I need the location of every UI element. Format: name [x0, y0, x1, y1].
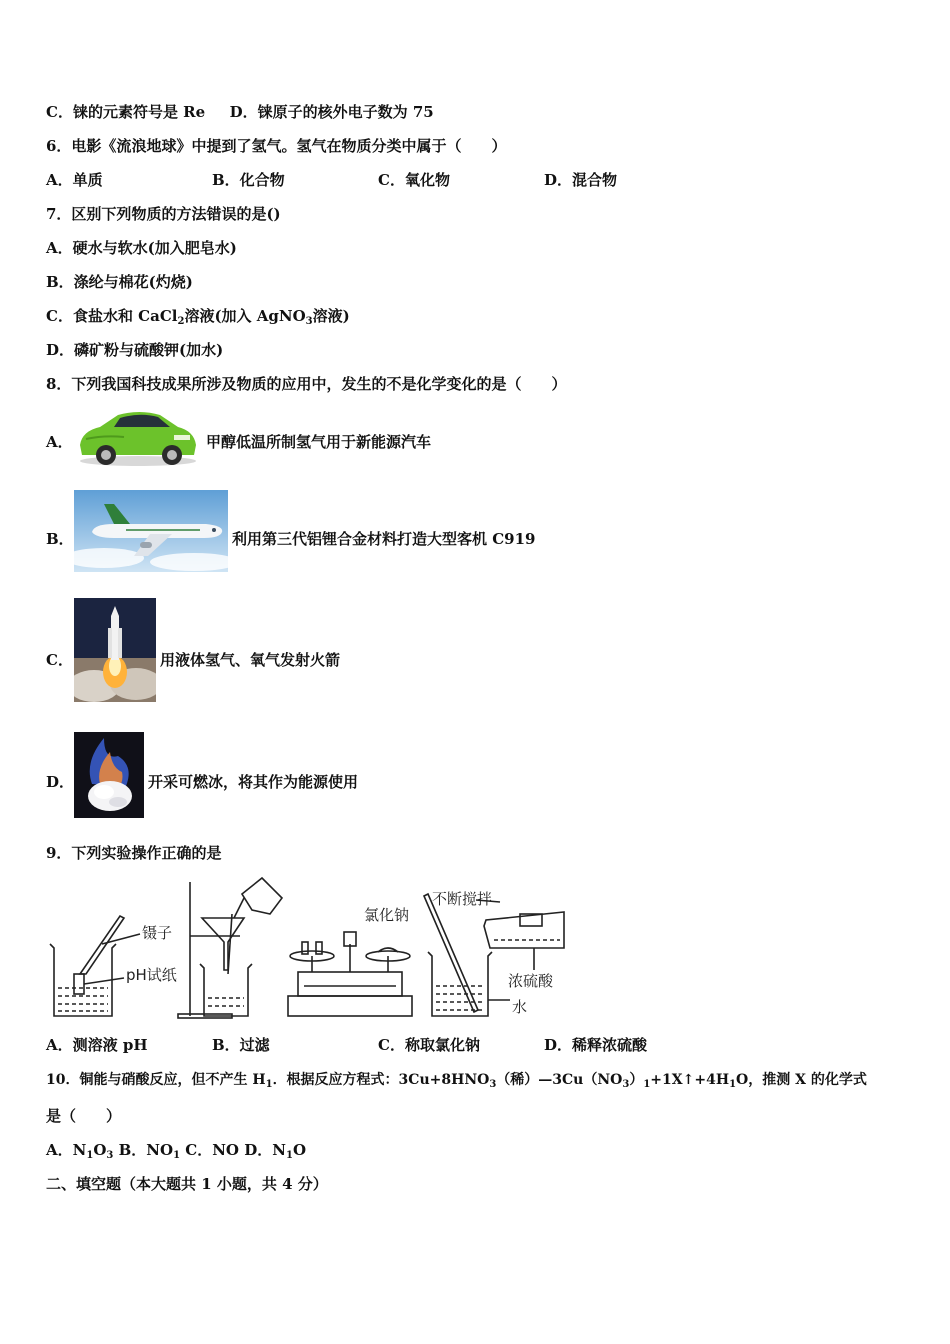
q6-option-b: B．化合物: [212, 171, 285, 189]
q10-a-1: A．N: [46, 1141, 87, 1159]
q8-text-b: 利用第三代铝锂合金材料打造大型客机 C919: [232, 530, 536, 548]
label-conc-acid: 浓硫酸: [508, 972, 554, 990]
q10-text-6: O，推测 X 的化学式: [736, 1072, 867, 1088]
q7-c-text-3: 溶液): [312, 307, 350, 325]
q6-option-a: A．单质: [46, 171, 103, 189]
label-water: 水: [512, 998, 528, 1016]
combustible-ice-image: [74, 732, 144, 818]
q10-a-sub-2: 3: [106, 1150, 114, 1161]
q8-label-c: C．: [46, 651, 73, 669]
rocket-launch-image: [74, 598, 156, 702]
section-2-title: 二、填空题（本大题共 1 小题，共 4 分）: [46, 1175, 328, 1193]
q10-option-c: C．NO: [185, 1141, 239, 1159]
q6-option-d: D．混合物: [544, 171, 618, 189]
q10-option-a: [46, 1141, 113, 1159]
q10-a-sub-1: 1: [86, 1150, 94, 1161]
q8-label-b: B．: [46, 530, 74, 548]
q7-c-text-2: 溶液(加入 AgNO: [184, 307, 306, 325]
q10-sub-4: 1: [643, 1079, 651, 1090]
q6-options: [46, 170, 617, 190]
q9-option-a: A．测溶液 pH: [46, 1036, 148, 1054]
q8-text-d: 开采可燃冰，将其作为能源使用: [148, 773, 359, 791]
q5-option-c: C．铼的元素符号是 Re: [46, 103, 206, 121]
q8-text-c: 用液体氢气、氧气发射火箭: [160, 651, 341, 669]
q10-d-sub-1: 1: [285, 1150, 293, 1161]
q10-a-2: O: [93, 1141, 107, 1159]
balance-drawing: [288, 932, 412, 1016]
q10-stem: [46, 1070, 867, 1095]
q10-d-1: D．N: [244, 1141, 286, 1159]
q10-d-2: O: [292, 1141, 307, 1159]
q10-sub-3: 3: [622, 1079, 630, 1090]
q7-option-a: A．硬水与软水(加入肥皂水): [46, 239, 237, 257]
q5-options-line: [46, 102, 434, 122]
q7-c-sub-1: 2: [177, 316, 185, 327]
q9-experiment-figure: [44, 874, 574, 1022]
q10-option-b: [119, 1141, 180, 1159]
label-nacl: 氯化钠: [364, 906, 410, 924]
q9-option-d: D．稀释浓硫酸: [544, 1036, 648, 1054]
q10-text-5: +1X↑+4H: [650, 1072, 730, 1088]
label-stir: 不断搅拌: [432, 890, 493, 908]
q9-option-b: B．过滤: [212, 1036, 270, 1054]
label-tweezers: 镊子: [142, 924, 173, 942]
label-ph-paper: pH试纸: [126, 966, 177, 984]
q9-stem: 9．下列实验操作正确的是: [46, 844, 222, 862]
q7-c-text-1: C．食盐水和 CaCl: [46, 307, 178, 325]
dilution-drawing: [424, 894, 564, 1016]
q6-option-c: C．氧化物: [378, 171, 450, 189]
q10-text-2: ．根据反应方程式：3Cu+8HNO: [272, 1072, 490, 1088]
q10-text-3: （稀）—3Cu（NO: [496, 1072, 623, 1088]
q8-text-a: 甲醇低温所制氢气用于新能源汽车: [206, 433, 432, 451]
q10-sub-2: 3: [489, 1079, 497, 1090]
q10-options: [46, 1140, 306, 1166]
q10-option-d: [244, 1141, 306, 1159]
q8-label-a: A．: [46, 433, 73, 451]
q7-option-b: B．涤纶与棉花(灼烧): [46, 273, 193, 291]
airplane-image: [74, 490, 228, 572]
q7-stem: 7．区别下列物质的方法错误的是(): [46, 205, 281, 223]
q9-options: [46, 1035, 647, 1055]
q5-option-d: D．铼原子的核外电子数为 75: [229, 103, 434, 121]
filtration-drawing: [178, 878, 282, 1018]
q7-option-c: [46, 306, 350, 332]
q10-b-sub-1: 1: [173, 1150, 181, 1161]
q10-text-4: ）: [629, 1072, 644, 1088]
q10-sub-1: 1: [265, 1079, 273, 1090]
car-image: [74, 405, 200, 467]
q10-text-1: 10．铜能与硝酸反应，但不产生 H: [46, 1072, 266, 1088]
q8-label-d: D．: [46, 773, 75, 791]
q8-stem: 8．下列我国科技成果所涉及物质的应用中，发生的不是化学变化的是（ ）: [46, 375, 567, 393]
q10-stem-line2: 是（ ）: [46, 1107, 122, 1125]
q10-b-1: B．NO: [118, 1141, 174, 1159]
q9-option-c: C．称取氯化钠: [378, 1036, 480, 1054]
q10-sub-5: 1: [729, 1079, 737, 1090]
q7-c-sub-2: 3: [305, 316, 313, 327]
q6-stem: 6．电影《流浪地球》中提到了氢气。氢气在物质分类中属于（ ）: [46, 137, 507, 155]
q7-option-d: D．磷矿粉与硫酸钾(加水): [46, 341, 224, 359]
